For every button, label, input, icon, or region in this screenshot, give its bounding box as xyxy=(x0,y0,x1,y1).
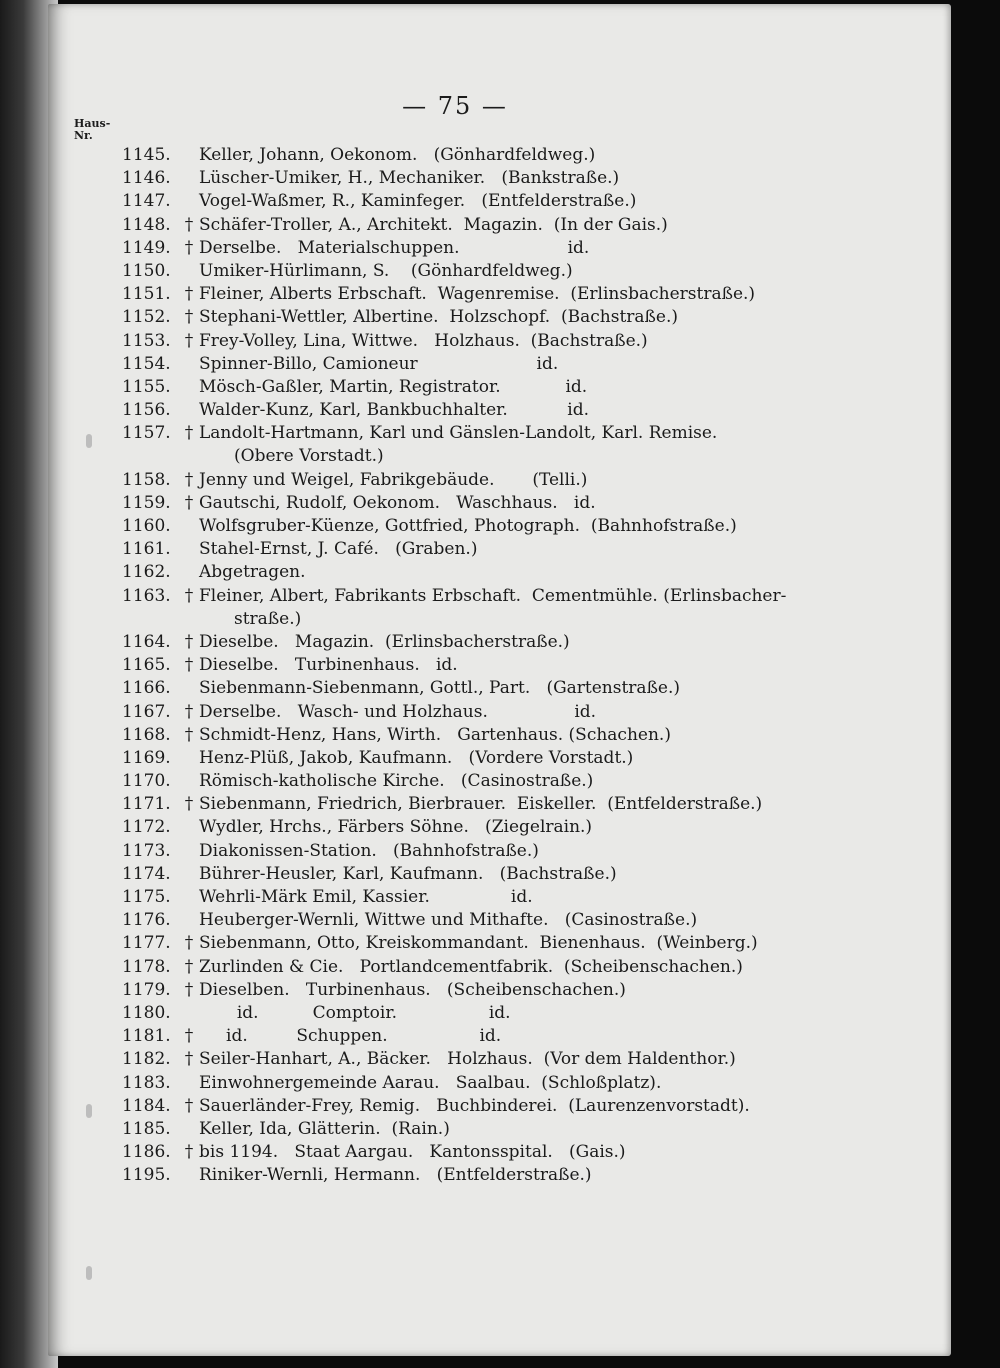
house-number: 1149. xyxy=(122,237,171,258)
house-number: 1164. xyxy=(122,631,171,652)
dagger-mark: † xyxy=(184,979,194,1000)
dagger-mark: † xyxy=(184,1095,194,1116)
house-number: 1152. xyxy=(122,307,171,328)
list-item xyxy=(74,376,924,399)
list-item xyxy=(74,956,924,979)
list-item xyxy=(74,863,924,886)
dagger-mark: † xyxy=(184,307,194,328)
house-number: 1174. xyxy=(122,863,171,884)
entry-text: Abgetragen. xyxy=(199,562,306,583)
entry-text: Seiler-Hanhart, A., Bäcker. Holzhaus. (Vor dem Haldenthor.) xyxy=(199,1049,736,1070)
dagger-mark: † xyxy=(184,933,194,954)
house-number: 1162. xyxy=(122,562,171,583)
house-number: 1180. xyxy=(122,1002,171,1023)
house-number: 1175. xyxy=(122,887,171,907)
list-item xyxy=(74,840,924,863)
house-number: 1176. xyxy=(122,910,171,931)
entry-text: id. Schuppen. id. xyxy=(199,1026,502,1047)
entry-text: Riniker-Wernli, Hermann. (Entfelderstraße.) xyxy=(199,1165,592,1186)
entry-text: Stahel-Ernst, J. Café. (Graben.) xyxy=(199,539,478,560)
house-number: 1171. xyxy=(122,794,171,815)
house-number: 1156. xyxy=(122,400,171,421)
house-number: 1146. xyxy=(122,168,171,189)
list-item xyxy=(74,538,924,561)
entry-text: Gautschi, Rudolf, Oekonom. Waschhaus. id. xyxy=(199,492,596,513)
house-number: 1160. xyxy=(122,516,171,536)
entry-text: Siebenmann, Friedrich, Bierbrauer. Eiskeller. (Entfelderstraße.) xyxy=(199,794,763,815)
list-item xyxy=(74,1002,924,1025)
list-item xyxy=(74,1072,924,1095)
dagger-mark: † xyxy=(184,330,194,351)
entry-text: Spinner-Billo, Camioneur id. xyxy=(199,353,559,374)
dagger-mark: † xyxy=(184,1049,194,1070)
list-item xyxy=(74,260,924,283)
house-number: 1167. xyxy=(122,701,171,722)
house-number: 1148. xyxy=(122,214,171,235)
list-item xyxy=(74,353,924,376)
list-item xyxy=(74,190,924,213)
house-number: 1159. xyxy=(122,492,171,513)
house-number: 1157. xyxy=(122,423,171,444)
entry-text: straße.) xyxy=(234,608,302,629)
list-item xyxy=(74,469,924,492)
house-number: 1184. xyxy=(122,1095,171,1116)
house-number: 1168. xyxy=(122,724,171,745)
entry-text: Heuberger-Wernli, Wittwe und Mithafte. (Casinostraße.) xyxy=(199,910,698,931)
entry-text: Landolt-Hartmann, Karl und Gänslen-Landolt, Karl. Remise. xyxy=(199,423,718,444)
dagger-mark: † xyxy=(184,956,194,977)
list-item xyxy=(74,167,924,190)
list-item xyxy=(74,1048,924,1071)
dagger-mark: † xyxy=(184,1142,194,1163)
dagger-mark: † xyxy=(184,214,194,235)
house-number: 1153. xyxy=(122,330,171,351)
list-item xyxy=(74,1118,924,1141)
house-number: 1173. xyxy=(122,840,171,861)
entry-text: Frey-Volley, Lina, Wittwe. Holzhaus. (Bachstraße.) xyxy=(199,330,648,351)
entry-text: Sauerländer-Frey, Remig. Buchbinderei. (Laurenzenvorstadt). xyxy=(199,1095,750,1116)
house-number: 1158. xyxy=(122,469,171,490)
list-item xyxy=(74,330,924,353)
list-item xyxy=(74,631,924,654)
list-item xyxy=(74,724,924,747)
list-item xyxy=(74,909,924,932)
list-item xyxy=(74,979,924,1002)
dagger-mark: † xyxy=(184,724,194,745)
entry-text: Dieselben. Turbinenhaus. (Scheibenschachen.) xyxy=(199,979,626,1000)
list-item xyxy=(74,422,924,445)
list-item xyxy=(74,492,924,515)
entry-text: Derselbe. Materialschuppen. id. xyxy=(199,237,590,258)
entry-text: Keller, Ida, Glätterin. (Rain.) xyxy=(199,1118,450,1139)
list-item xyxy=(74,399,924,422)
house-number: 1147. xyxy=(122,191,171,212)
dagger-mark: † xyxy=(184,469,194,490)
page-number: — 75 — xyxy=(402,92,508,120)
list-item xyxy=(74,793,924,816)
dagger-mark: † xyxy=(184,585,194,606)
entry-text: Fleiner, Alberts Erbschaft. Wagenremise. (Erlinsbacherstraße.) xyxy=(199,284,756,305)
dagger-mark: † xyxy=(184,284,194,305)
dagger-mark: † xyxy=(184,794,194,815)
house-number: 1161. xyxy=(122,539,171,560)
list-item xyxy=(74,1095,924,1118)
house-number: 1155. xyxy=(122,376,171,397)
entry-text: Diakonissen-Station. (Bahnhofstraße.) xyxy=(199,840,539,861)
house-number: 1151. xyxy=(122,284,171,305)
list-item xyxy=(74,932,924,955)
list-item xyxy=(74,747,924,770)
entry-text: Henz-Plüß, Jakob, Kaufmann. (Vordere Vorstadt.) xyxy=(199,747,634,768)
house-number: 1177. xyxy=(122,933,171,954)
entry-text: Zurlinden & Cie. Portlandcementfabrik. (Scheibenschachen.) xyxy=(199,956,743,977)
house-number: 1181. xyxy=(122,1026,171,1047)
entry-text: Schmidt-Henz, Hans, Wirth. Gartenhaus. (Schachen.) xyxy=(199,724,671,745)
entry-text: bis 1194. Staat Aargau. Kantonsspital. (Gais.) xyxy=(199,1142,626,1163)
list-item xyxy=(74,816,924,839)
entry-text: Umiker-Hürlimann, S. (Gönhardfeldweg.) xyxy=(199,260,573,281)
list-item xyxy=(74,144,924,167)
dagger-mark: † xyxy=(184,492,194,513)
house-number: 1195. xyxy=(122,1165,171,1186)
column-header-house-number: Haus- Nr. xyxy=(74,117,111,142)
entry-text: Fleiner, Albert, Fabrikants Erbschaft. Cementmühle. (Erlinsbacher- xyxy=(199,585,787,606)
house-number: 1186. xyxy=(122,1142,171,1163)
list-item-continuation xyxy=(74,608,924,631)
list-item-continuation xyxy=(74,445,924,468)
entry-text: (Obere Vorstadt.) xyxy=(234,446,384,467)
entry-text: Lüscher-Umiker, H., Mechaniker. (Bankstraße.) xyxy=(199,168,620,189)
house-number: 1182. xyxy=(122,1049,171,1070)
house-number: 1150. xyxy=(122,260,171,281)
register-entries-list xyxy=(74,144,924,1187)
house-number: 1170. xyxy=(122,771,171,792)
entry-text: Schäfer-Troller, A., Architekt. Magazin. (In der Gais.) xyxy=(199,214,668,235)
dagger-mark: † xyxy=(184,631,194,652)
entry-text: Walder-Kunz, Karl, Bankbuchhalter. id. xyxy=(199,400,589,421)
entry-text: Bührer-Heusler, Karl, Kaufmann. (Bachstraße.) xyxy=(199,863,617,884)
house-number: 1166. xyxy=(122,678,171,699)
entry-text: Derselbe. Wasch- und Holzhaus. id. xyxy=(199,701,597,722)
house-number: 1165. xyxy=(122,655,171,676)
list-item xyxy=(74,1141,924,1164)
house-number: 1169. xyxy=(122,747,171,768)
dagger-mark: † xyxy=(184,655,194,676)
house-number: 1178. xyxy=(122,956,171,977)
dagger-mark: † xyxy=(184,237,194,258)
list-item xyxy=(74,237,924,260)
dagger-mark: † xyxy=(184,1026,194,1047)
entry-text: Einwohnergemeinde Aarau. Saalbau. (Schloßplatz). xyxy=(199,1072,662,1093)
dagger-mark: † xyxy=(184,423,194,444)
list-item xyxy=(74,1164,924,1187)
binding-thread-mark xyxy=(86,1266,92,1280)
list-item xyxy=(74,770,924,793)
list-item xyxy=(74,886,924,909)
list-item xyxy=(74,585,924,608)
house-number: 1183. xyxy=(122,1072,171,1093)
house-number: 1145. xyxy=(122,145,171,165)
house-number: 1154. xyxy=(122,353,171,374)
list-item xyxy=(74,1025,924,1048)
list-item xyxy=(74,283,924,306)
entry-text: Keller, Johann, Oekonom. (Gönhardfeldweg.) xyxy=(199,145,596,165)
entry-text: Wydler, Hrchs., Färbers Söhne. (Ziegelrain.) xyxy=(199,817,593,838)
entry-text: Siebenmann-Siebenmann, Gottl., Part. (Gartenstraße.) xyxy=(199,678,681,699)
entry-text: Jenny und Weigel, Fabrikgebäude. (Telli.) xyxy=(199,469,588,490)
list-item xyxy=(74,214,924,237)
list-item xyxy=(74,701,924,724)
house-number: 1172. xyxy=(122,817,171,838)
entry-text: Dieselbe. Turbinenhaus. id. xyxy=(199,655,458,676)
list-item xyxy=(74,515,924,538)
entry-text: id. Comptoir. id. xyxy=(199,1002,511,1023)
list-item xyxy=(74,306,924,329)
entry-text: Vogel-Waßmer, R., Kaminfeger. (Entfelderstraße.) xyxy=(199,191,637,212)
house-number: 1185. xyxy=(122,1118,171,1139)
entry-text: Wehrli-Märk Emil, Kassier. id. xyxy=(199,887,533,907)
entry-text: Römisch-katholische Kirche. (Casinostraße.) xyxy=(199,771,594,792)
dagger-mark: † xyxy=(184,701,194,722)
list-item xyxy=(74,654,924,677)
entry-text: Dieselbe. Magazin. (Erlinsbacherstraße.) xyxy=(199,631,570,652)
entry-text: Stephani-Wettler, Albertine. Holzschopf. (Bachstraße.) xyxy=(199,307,679,328)
entry-text: Mösch-Gaßler, Martin, Registrator. id. xyxy=(199,376,588,397)
list-item xyxy=(74,561,924,584)
house-number: 1179. xyxy=(122,979,171,1000)
list-item xyxy=(74,677,924,700)
entry-text: Siebenmann, Otto, Kreiskommandant. Bienenhaus. (Weinberg.) xyxy=(199,933,758,954)
entry-text: Wolfsgruber-Küenze, Gottfried, Photograph. (Bahnhofstraße.) xyxy=(199,516,737,536)
house-number: 1163. xyxy=(122,585,171,606)
